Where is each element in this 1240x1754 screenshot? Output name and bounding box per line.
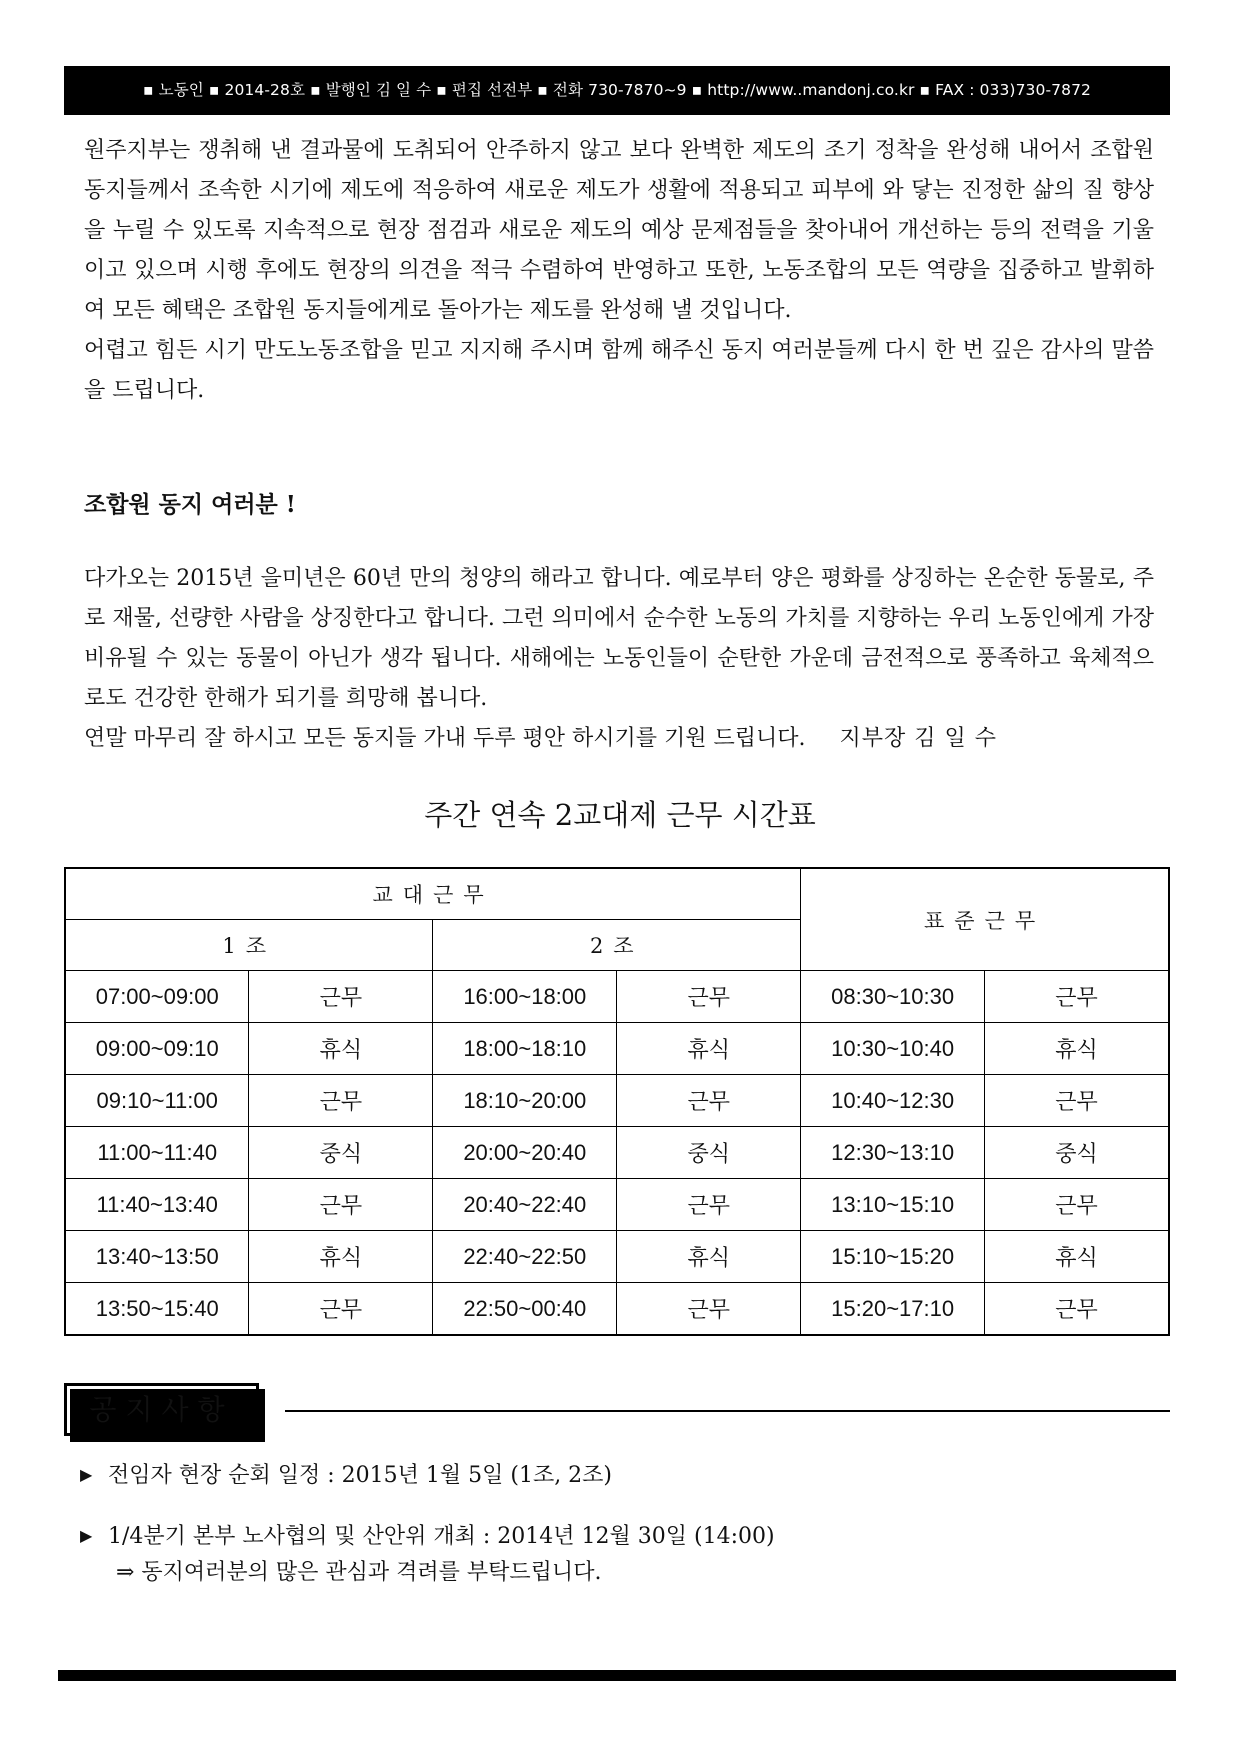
greeting-heading: 조합원 동지 여러분 !	[84, 491, 296, 518]
header-group-2: 2조	[433, 920, 801, 971]
cell-g2-type: 중식	[617, 1127, 801, 1179]
table-row	[65, 1283, 1169, 1336]
cell-std-type: 근무	[985, 1179, 1169, 1231]
schedule-title: 주간 연속 2교대제 근무 시간표	[424, 798, 816, 832]
cell-std-time: 15:20~17:10	[801, 1283, 985, 1336]
paragraph-2: 어렵고 힘든 시기 만도노동조합을 믿고 지지해 주시며 함께 해주신 동지 여러분들께 다시 한 번 깊은 감사의 말씀을 드립니다.	[84, 338, 1154, 403]
cell-g2-time: 22:40~22:50	[433, 1231, 617, 1283]
header-group-1: 1조	[65, 920, 433, 971]
cell-g2-type: 근무	[617, 971, 801, 1023]
table-row	[65, 1231, 1169, 1283]
cell-g2-type: 휴식	[617, 1231, 801, 1283]
cell-g2-time: 18:10~20:00	[433, 1075, 617, 1127]
cell-std-time: 15:10~15:20	[801, 1231, 985, 1283]
right-triangle-icon: ▶	[80, 1526, 93, 1545]
notice-item-subtext: ⇒ 동지여러분의 많은 관심과 격려를 부탁드립니다.	[116, 1560, 602, 1585]
cell-std-time: 12:30~13:10	[801, 1127, 985, 1179]
cell-std-time: 10:30~10:40	[801, 1023, 985, 1075]
table-row	[65, 1075, 1169, 1127]
cell-g2-time: 20:40~22:40	[433, 1179, 617, 1231]
cell-g2-time: 20:00~20:40	[433, 1127, 617, 1179]
right-triangle-icon: ▶	[80, 1465, 93, 1484]
cell-g1-time: 09:10~11:00	[65, 1075, 249, 1127]
cell-g2-time: 22:50~00:40	[433, 1283, 617, 1336]
cell-g1-time: 13:50~15:40	[65, 1283, 249, 1336]
cell-std-type: 휴식	[985, 1023, 1169, 1075]
cell-g1-type: 근무	[249, 1075, 433, 1127]
notice-title-box	[64, 1383, 259, 1436]
cell-std-type: 근무	[985, 1075, 1169, 1127]
paragraph-3: 다가오는 2015년 을미년은 60년 만의 청양의 해라고 합니다. 예로부터 양은 평화를 상징하는 온순한 동물로, 주로 재물, 선량한 사람을 상징한다고 합니다. 그런 의미에서 순수한 노동의 가치를 지향하는 우리 노동인에게 가장 비유될 수 있는 동물이 아닌가 생각 됩니다. 새해에는 노동인들이 순탄한 가운데 금전적으로 풍족하고 육체적으로도 건강한 한해가 되기를 희망해 봅니다.	[84, 566, 1154, 711]
paragraph-1: 원주지부는 쟁취해 낸 결과물에 도취되어 안주하지 않고 보다 완벽한 제도의 조기 정착을 완성해 내어서 조합원 동지들께서 조속한 시기에 제도에 적응하여 새로운 제도가 생활에 적용되고 피부에 와 닿는 진정한 삶의 질 향상을 누릴 수 있도록 지속적으로 현장 점검과 새로운 제도의 예상 문제점들을 찾아내어 개선하는 등의 전력을 기울이고 있으며 시행 후에도 현장의 의견을 적극 수렴하여 반영하고 또한, 노동조합의 모든 역량을 집중하고 발휘하여 모든 혜택은 조합원 동지들에게로 돌아가는 제도를 완성해 낼 것입니다.	[84, 138, 1154, 323]
schedule-body	[65, 971, 1169, 1336]
cell-g2-type: 근무	[617, 1075, 801, 1127]
cell-std-type: 휴식	[985, 1231, 1169, 1283]
cell-std-time: 08:30~10:30	[801, 971, 985, 1023]
notice-item	[80, 1518, 1160, 1591]
table-row	[65, 971, 1169, 1023]
cell-g1-type: 근무	[249, 1179, 433, 1231]
newsletter-header-bar	[64, 66, 1170, 115]
header-text: ▪ 노동인 ▪ 2014-28호 ▪ 발행인 김 일 수 ▪ 편집 선전부 ▪ 전화 730-7870~9 ▪ http://www..mandonj.co.kr ▪ FAX : 033)730-7872	[143, 81, 1091, 99]
cell-std-time: 10:40~12:30	[801, 1075, 985, 1127]
cell-g2-time: 16:00~18:00	[433, 971, 617, 1023]
cell-g1-type: 근무	[249, 971, 433, 1023]
cell-g2-type: 근무	[617, 1283, 801, 1336]
cell-g1-type: 근무	[249, 1283, 433, 1336]
cell-g1-time: 11:40~13:40	[65, 1179, 249, 1231]
cell-g2-type: 근무	[617, 1179, 801, 1231]
paragraph-4: 연말 마무리 잘 하시고 모든 동지들 가내 두루 평안 하시기를 기원 드립니다.	[84, 726, 806, 751]
cell-std-type: 근무	[985, 971, 1169, 1023]
paragraph-4-line	[84, 719, 1154, 759]
cell-g1-type: 휴식	[249, 1023, 433, 1075]
cell-g1-time: 09:00~09:10	[65, 1023, 249, 1075]
signature: 지부장 김 일 수	[839, 726, 997, 751]
cell-std-time: 13:10~15:10	[801, 1179, 985, 1231]
notice-item-text: 1/4분기 본부 노사협의 및 산안위 개최 : 2014년 12월 30일 (14:00)	[108, 1524, 775, 1549]
notice-list	[80, 1457, 1160, 1615]
cell-std-type: 중식	[985, 1127, 1169, 1179]
cell-g1-time: 11:00~11:40	[65, 1127, 249, 1179]
table-row	[65, 1127, 1169, 1179]
body-paragraphs-top	[84, 131, 1154, 411]
notice-title: 공지사항	[89, 1393, 234, 1426]
cell-g2-time: 18:00~18:10	[433, 1023, 617, 1075]
header-shift-work: 교대근무	[65, 868, 801, 920]
cell-g1-time: 07:00~09:00	[65, 971, 249, 1023]
header-standard-work: 표준근무	[801, 868, 1169, 971]
cell-g2-type: 휴식	[617, 1023, 801, 1075]
notice-item	[80, 1457, 1160, 1494]
table-row	[65, 1179, 1169, 1231]
cell-std-type: 근무	[985, 1283, 1169, 1336]
notice-item-text: 전임자 현장 순회 일정 : 2015년 1월 5일 (1조, 2조)	[108, 1463, 613, 1488]
cell-g1-time: 13:40~13:50	[65, 1231, 249, 1283]
table-row	[65, 1023, 1169, 1075]
cell-g1-type: 휴식	[249, 1231, 433, 1283]
cell-g1-type: 중식	[249, 1127, 433, 1179]
footer-bar	[58, 1670, 1176, 1681]
schedule-table	[64, 867, 1170, 1336]
body-paragraphs-bottom	[84, 559, 1154, 759]
notice-divider	[285, 1410, 1170, 1412]
